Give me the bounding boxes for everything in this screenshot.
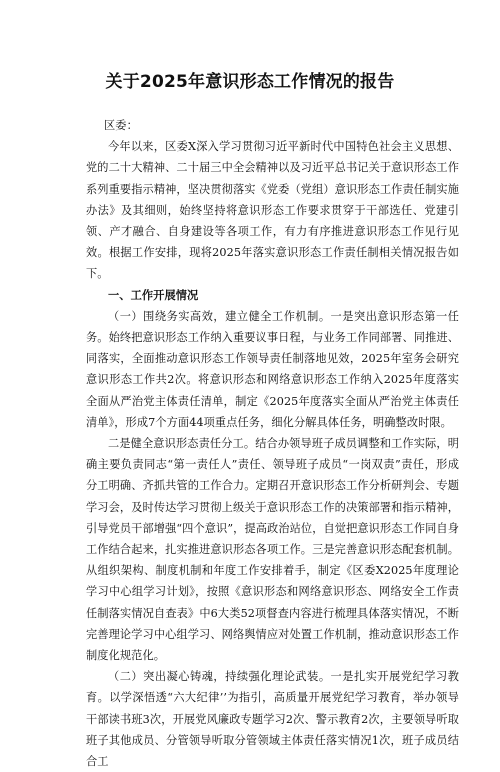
section1-paragraph-3: （二）突出凝心铸魂，持续强化理论武装。一是扎实开展党纪学习教育。以学深悟透“六大纪律’’为指引，高质量开展党纪学习教育，举办领导干部读书班3次，开展党风廉政专题学习2次、警示教育2次，主要领导听取班子其他成员、分管领导听取分管领域主体责任落实情况1次，班子成员结合工 (86, 670, 459, 769)
section1-paragraph-2: 二是健全意识形态责任分工。结合办领导班子成员调整和工作实际，明确主要负责同志“第一责任人”责任、领导班子成员“一岗双责”责任，形成分工明确、齐抓共管的工作合力。定期召开意识形态工作分析研判会、专题学习会，及时传达学习贯彻上级关于意识形态工作的决策部署和指示精神，引导党员干部增强“四个意识”，提高政治站位，自觉把意识形态工作同自身工作结合起来，扎实推进意识形态各项工作。三是完善意识形态配套机制。从组织架构、制度机制和年度工作安排着手，制定《区委X2025年度理论学习中心组学习计划》，按照《意识形态和网络意识形态、网络安全工作责任制落实情况自查表》中6大类52项督查内容进行梳理具体落实情况，不断完善理论学习中心组学习、网络舆情应对处置工作机制，推动意识形态工作制度化规范化。 (86, 437, 459, 663)
salutation: 区委： (104, 119, 138, 132)
section1-paragraph-1: （一）围绕务实高效，建立健全工作机制。一是突出意识形态第一任务。始终把意识形态工作纳入重要议事日程，与业务工作同部署、同推进、同落实，全面推动意识形态工作领导责任制落地见效，2025年室务会研究意识形态工作共2次。将意识形态和网络意识形态工作纳入2025年度落实全面从严治党主体责任清单，制定《2025年度落实全面从严治党主体责任清单》，形成7个方面44项重点任务，细化分解具体任务，明确整改时限。 (86, 309, 459, 429)
section-heading-1: 一、工作开展情况 (108, 288, 199, 302)
document-title: 关于2025年意识形态工作情况的报告 (105, 72, 395, 92)
intro-paragraph: 今年以来，区委X深入学习贯彻习近平新时代中国特色社会主义思想、党的二十大精神、二十届三中全会精神以及习近平总书记关于意识形态工作系列重要指示精神，坚决贯彻落实《党委（党组）意识形态工作责任制实施办法》及其细则，始终坚持将意识形态工作要求贯穿于干部选任、党建引领、产才融合、自身建设等各项工作，有力有序推进意识形态工作见行见效。根据工作安排，现将2025年落实意识形态工作责任制相关情况报告如下。 (86, 140, 459, 281)
document-body (86, 115, 459, 772)
